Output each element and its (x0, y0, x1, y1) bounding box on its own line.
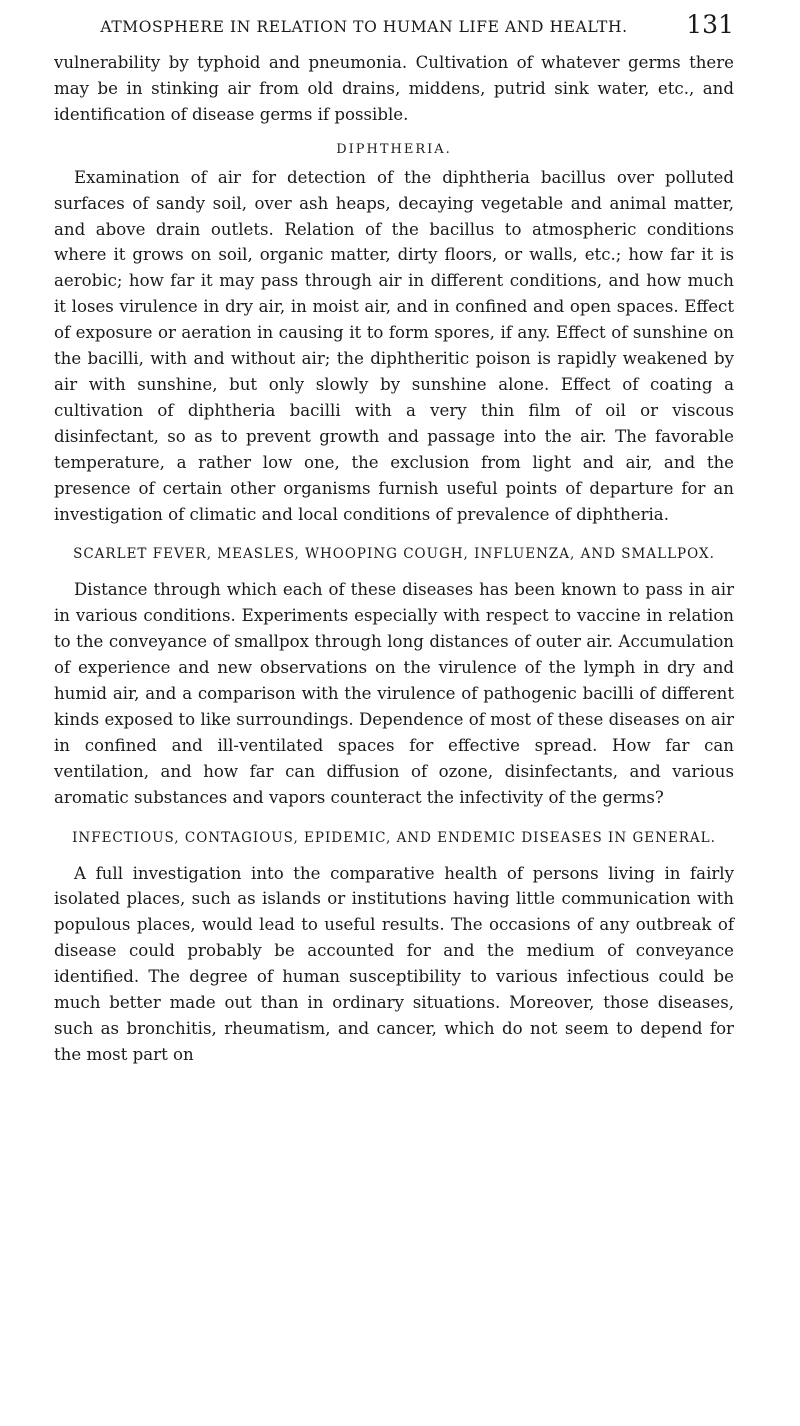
infectious-diseases-heading: INFECTIOUS, CONTAGIOUS, EPIDEMIC, AND ENDEMIC DISEASES IN GENERAL. (72, 829, 716, 846)
scarlet-fever-heading: SCARLET FEVER, MEASLES, WHOOPING COUGH, INFLUENZA, AND SMALLPOX. (73, 546, 715, 563)
diphtheria-heading: DIPHTHERIA. (336, 141, 452, 157)
running-title: ATMOSPHERE IN RELATION TO HUMAN LIFE AND HEALTH. (100, 18, 628, 36)
page-number: 131 (686, 10, 734, 39)
diphtheria-paragraph: Examination of air for detection of the diphtheria bacillus over polluted surfaces of sandy soil, over ash heaps, decaying vegetable and animal matter, and above drain outlets. Relation of the bacillus to atmospheric conditions where it grows on soil, organic matter, dirty floors, or walls, etc.; how far it is aerobic; how far it may pass through air in different conditions, and how much it loses virulence in dry air, in moist air, and in confined and open spaces. Effect of exposure or aeration in causing it to form spores, if any. Effect of sunshine on the bacilli, with and without air; the diphtheritic poison is rapidly weakened by air with sunshine, but only slowly by sunshine alone. Effect of coating a cultivation of diphtheria bacilli with a very thin film of oil or viscous disinfectant, so as to prevent growth and passage into the air. The favorable temperature, a rather low one, the exclusion from light and air, and the presence of certain other organisms furnish useful points of departure for an investigation of climatic and local conditions of prevalence of diphtheria. (54, 167, 734, 524)
scarlet-fever-paragraph: Distance through which each of these diseases has been known to pass in air in various conditions. Experiments especially with respect to vaccine in relation to the conveyance of smallpox through long distances of outer air. Accumulation of experience and new observations on the virulence of the lymph in dry and humid air, and a comparison with the virulence of pathogenic bacilli of different kinds exposed to like surroundings. Dependence of most of these diseases on air in confined and ill-ventilated spaces for effective spread. How far can ventilation, and how far can diffusion of ozone, disinfectants, and various aromatic substances and vapors counteract the infectivity of the germs? (54, 580, 734, 807)
running-head (54, 10, 734, 40)
infectious-diseases-paragraph: A full investigation into the comparative health of persons living in fairly isolated places, such as islands or institutions having little communication with populous places, would lead to useful results. The occasions of any outbreak of disease could probably be accounted for and the medium of conveyance identified. The degree of human susceptibility to various infectious could be much better made out than in ordinary situations. Moreover, those diseases, such as bronchitis, rheumatism, and cancer, which do not seem to depend for the most part on (54, 863, 734, 1064)
intro-paragraph: vulnerability by typhoid and pneumonia. Cultivation of whatever germs there may be in stinking air from old drains, middens, putrid sink water, etc., and identification of disease germs if possible. (54, 53, 734, 124)
